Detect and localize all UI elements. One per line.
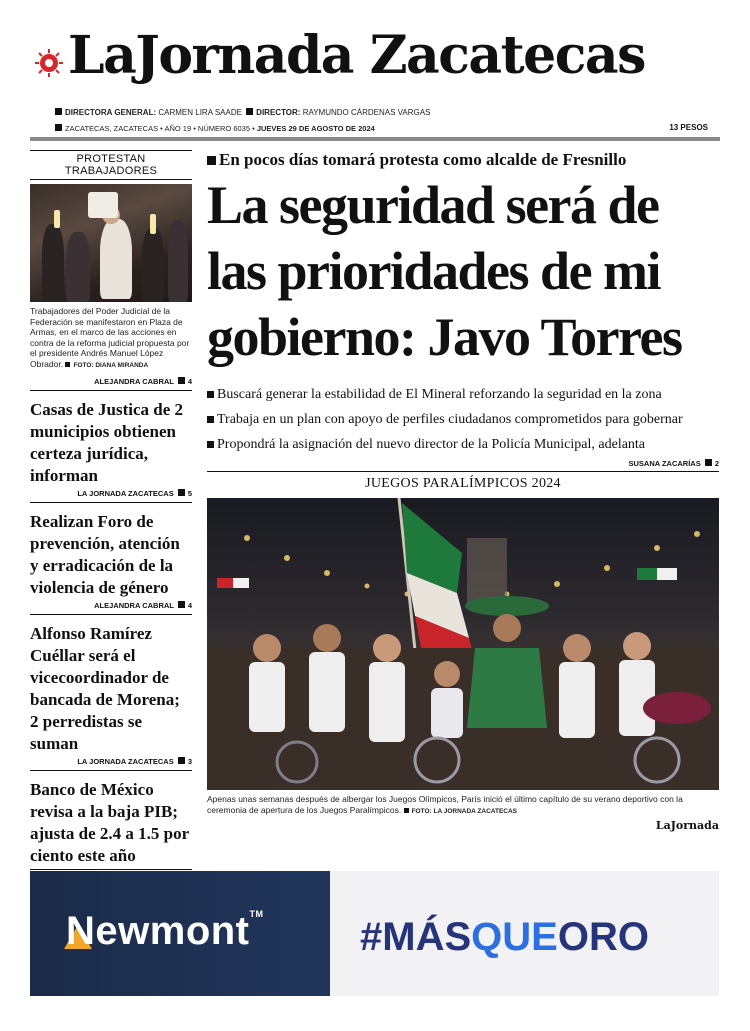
protest-caption: Trabajadores del Poder Judicial de la Federación se manifestaron en Plaza de Armas, en el marco de las acciones en contra de la reforma judicial propuesta por el presidente Andrés Manuel López Obrador. FOTO: DIANA MIRANDA [30, 306, 190, 369]
lead-byline: SUSANA ZACARÍAS 2 [207, 459, 719, 472]
ad-brand: Newmont™ [66, 909, 264, 953]
left-column [30, 150, 192, 885]
edition-date: JUEVES 29 DE AGOSTO DE 2024 [256, 124, 375, 133]
story-headline: Realizan Foro de prevención, atención y erradicación de la violencia de género [30, 512, 180, 597]
masthead [30, 22, 720, 96]
story-banxico-pib[interactable] [30, 779, 192, 885]
price: 13 PESOS [669, 123, 708, 132]
ad-hashtag: #MÁSQUEORO [360, 915, 649, 959]
paralympics-photo-credit: FOTO: LA JORNADA ZACATECAS [411, 807, 518, 815]
protest-photo-credit: FOTO: DIANA MIRANDA [73, 361, 149, 369]
paralympics-scene [207, 498, 719, 790]
lead-bullet: Trabaja en un plan con apoyo de perfiles ciudadanos comprometidos para gobernar [207, 407, 719, 432]
ad-left-panel [30, 871, 330, 996]
edition-line: ZACATECAS, ZACATECAS • AÑO 19 • NÚMERO 6035 • JUEVES 29 DE AGOSTO DE 2024 [55, 124, 375, 133]
paralympics-caption: Apenas unas semanas después de albergar los Juegos Olímpicos, París inició el último capítulo de su verano deportivo con la ceremonia de apertura de los Juegos Paralímpicos. FOTO: LA JORNADA ZACATECAS [207, 794, 683, 815]
jornada-brand: LaJornada [655, 819, 719, 832]
story-headline: Alfonso Ramírez Cuéllar será el vicecoordinador de bancada de Morena; 2 perredistas se suman [30, 624, 180, 753]
protest-photo[interactable] [30, 184, 192, 302]
lead-column [207, 150, 719, 832]
story-byline: LA JORNADA ZACATECAS 5 [30, 489, 192, 503]
lead-bullet: Buscará generar la estabilidad de El Mineral reforzando la seguridad en la zona [207, 382, 719, 407]
lead-overline: En pocos días tomará protesta como alcalde de Fresnillo [207, 150, 719, 170]
story-byline: LA JORNADA ZACATECAS 3 [30, 757, 192, 771]
story-casas-justicia[interactable] [30, 399, 192, 503]
story-ramirez-cuellar[interactable] [30, 623, 192, 771]
story-headline: Banco de México revisa a la baja PIB; ajusta de 2.4 a 1.5 por ciento este año [30, 780, 189, 865]
story-headline: Casas de Justica de 2 municipios obtienen certeza jurídica, informan [30, 400, 184, 485]
paralympics-photo[interactable] [207, 498, 719, 790]
lead-headline[interactable]: La seguridad será de las prioridades de mi gobierno: Javo Torres [207, 175, 682, 367]
left-kicker: PROTESTAN TRABAJADORES [30, 150, 192, 180]
lead-bullets [207, 382, 719, 457]
lead-bullet: Propondrá la asignación del nuevo director de la Policía Municipal, adelanta [207, 432, 719, 457]
protest-byline: ALEJANDRA CABRAL 4 [30, 377, 192, 391]
newspaper-title: LaJornada Zacatecas [68, 25, 645, 86]
feature-section-title: JUEGOS PARALÍMPICOS 2024 [365, 476, 561, 491]
story-byline: ALEJANDRA CABRAL 4 [30, 601, 192, 615]
newmont-ad[interactable] [30, 871, 719, 996]
story-foro-violencia[interactable] [30, 511, 192, 615]
masthead-rule [30, 137, 720, 141]
sun-logo-icon [34, 48, 64, 78]
credits-line: DIRECTORA GENERAL: CARMEN LIRA SAADE DIRECTOR: RAYMUNDO CÁRDENAS VARGAS [55, 108, 430, 117]
